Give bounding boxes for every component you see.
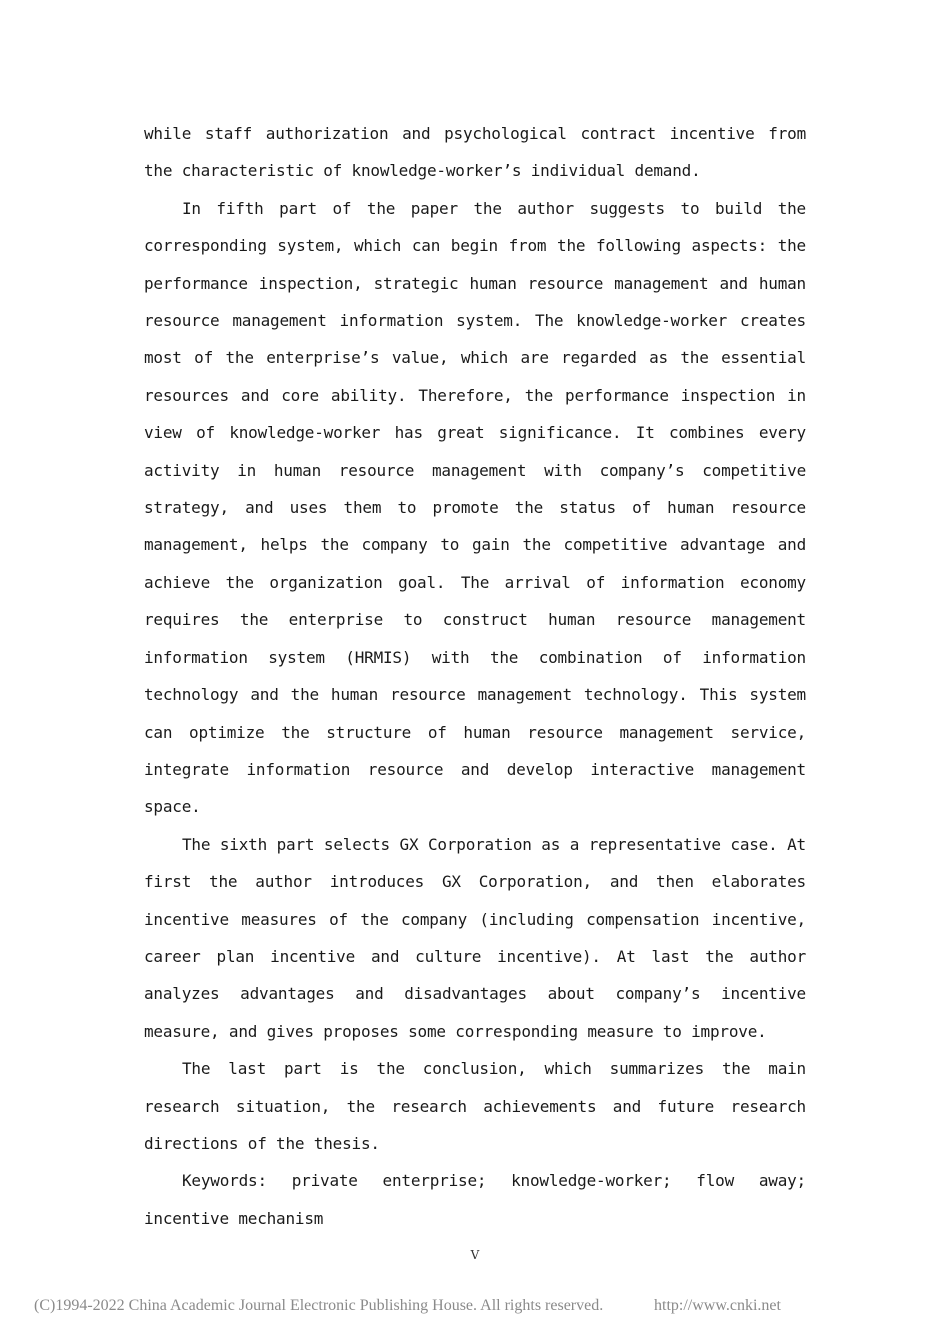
paragraph-fifth-part: In fifth part of the paper the author suggests to build the corresponding system, which can begin from the following aspects: the performance inspection, strategic human resource management and human resource management information system. The knowledge-worker creates most of the enterprise’s value, which are regarded as the essential resources and core ability. Therefore, the performance inspection in view of knowledge-worker has great significance. It combines every activity in human resource management with company’s competitive strategy, and uses them to promote the status of human resource management, helps the company to gain the competitive advantage and achieve the organization goal. The arrival of information economy requires the enterprise to construct human resource management information system (HRMIS) with the combination of information technology and the human resource management technology. This system can optimize the structure of human resource management service, integrate information resource and develop interactive management space. [144, 198, 806, 817]
page-number: V [470, 1248, 480, 1262]
paragraph-continuation: while staff authorization and psychological contract incentive from the characteristic of knowledge-worker’s individual demand. [144, 124, 806, 181]
copyright-notice: (C)1994-2022 China Academic Journal Electronic Publishing House. All rights reserved. [34, 1297, 604, 1314]
footer-url[interactable]: http://www.cnki.net [654, 1297, 781, 1314]
paragraph-sixth-part: The sixth part selects GX Corporation as a representative case. At first the author introduces GX Corporation, and then elaborates incentive measures of the company (including compensation incentive, career plan incentive and culture incentive). At last the author analyzes advantages and disadvantages about company’s incentive measure, and gives proposes some corresponding measure to improve. [144, 834, 806, 1041]
footer [0, 1295, 950, 1319]
paragraph-keywords: Keywords: private enterprise; knowledge-worker; flow away; incentive mechanism [144, 1171, 806, 1228]
abstract-body [144, 115, 806, 1237]
paragraph-conclusion: The last part is the conclusion, which summarizes the main research situation, the research achievements and future research directions of the thesis. [144, 1059, 806, 1153]
